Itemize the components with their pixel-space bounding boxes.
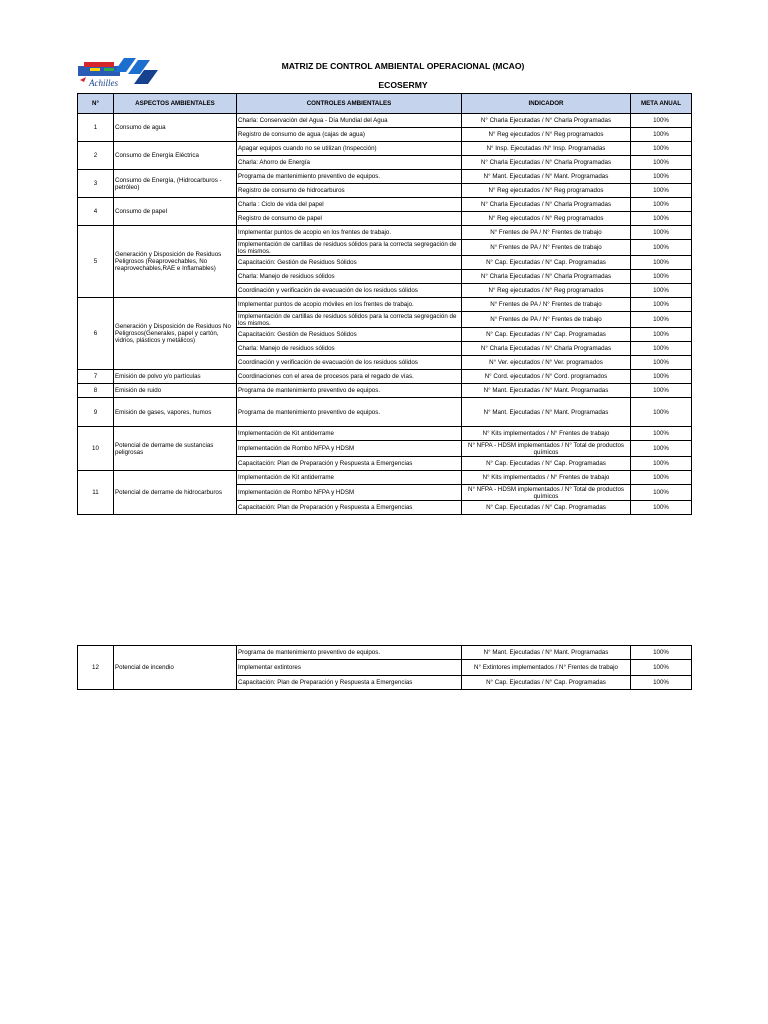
aspect-cell: Emisión de gases, vapores, humos bbox=[114, 398, 237, 427]
indicator-cell: N° Frentes de PA / N° Frentes de trabajo bbox=[462, 298, 631, 312]
row-number: 10 bbox=[78, 427, 114, 471]
row-number: 2 bbox=[78, 142, 114, 170]
row-number: 3 bbox=[78, 170, 114, 198]
control-cell: Capacitación: Plan de Preparación y Respuesta a Emergencias bbox=[237, 501, 462, 515]
aspect-cell: Generación y Disposición de Residuos Peligrosos (Reaprovechables, No reaprovechables,RAE e Inflamables) bbox=[114, 226, 237, 298]
goal-cell: 100% bbox=[631, 370, 692, 384]
goal-cell: 100% bbox=[631, 676, 692, 690]
indicator-cell: N° Cap. Ejecutadas / N° Cap. Programadas bbox=[462, 328, 631, 342]
row-number: 12 bbox=[78, 646, 114, 690]
indicator-cell: N° Charla Ejecutadas / N° Charla Programadas bbox=[462, 270, 631, 284]
indicator-cell: N° Frentes de PA / N° Frentes de trabajo bbox=[462, 226, 631, 240]
goal-cell: 100% bbox=[631, 646, 692, 660]
goal-cell: 100% bbox=[631, 270, 692, 284]
indicator-cell: N° Reg ejecutados / N° Reg programados bbox=[462, 128, 631, 142]
column-header-number: N° bbox=[78, 94, 114, 114]
indicator-cell: N° Extintores implementados / N° Frentes de trabajo bbox=[462, 660, 631, 676]
indicator-cell: N° Kits implementados / N° Frentes de trabajo bbox=[462, 427, 631, 441]
control-cell: Implementar puntos de acopio en los frentes de trabajo. bbox=[237, 226, 462, 240]
column-header-goal: META ANUAL bbox=[631, 94, 692, 114]
indicator-cell: N° Cap. Ejecutadas / N° Cap. Programadas bbox=[462, 457, 631, 471]
table-row bbox=[78, 398, 692, 427]
table-row bbox=[78, 471, 692, 485]
indicator-cell: N° Reg ejecutados / N° Reg programados bbox=[462, 284, 631, 298]
control-cell: Programa de mantenimiento preventivo de equipos. bbox=[237, 398, 462, 427]
control-cell: Charla : Ciclo de vida del papel bbox=[237, 198, 462, 212]
control-cell: Charla: Conservación del Agua - Día Mundial del Agua bbox=[237, 114, 462, 128]
table-row bbox=[78, 226, 692, 240]
control-cell: Capacitación: Plan de Preparación y Respuesta a Emergencias bbox=[237, 676, 462, 690]
aspect-cell: Emisión de ruido bbox=[114, 384, 237, 398]
goal-cell: 100% bbox=[631, 184, 692, 198]
table-row bbox=[78, 370, 692, 384]
control-cell: Implementación de Rombo NFPA y HDSM bbox=[237, 485, 462, 501]
control-cell: Capacitación: Gestión de Residuos Sólidos bbox=[237, 328, 462, 342]
control-cell: Charla: Manejo de residuos sólidos bbox=[237, 342, 462, 356]
control-cell: Coordinación y verificación de evacuación de los residuos sólidos bbox=[237, 284, 462, 298]
document-title: MATRIZ DE CONTROL AMBIENTAL OPERACIONAL (MCAO) bbox=[281, 61, 525, 71]
control-cell: Capacitación: Plan de Preparación y Respuesta a Emergencias bbox=[237, 457, 462, 471]
indicator-cell: N° Charla Ejecutadas / N° Charla Programadas bbox=[462, 156, 631, 170]
goal-cell: 100% bbox=[631, 312, 692, 328]
goal-cell: 100% bbox=[631, 298, 692, 312]
logo-text: Achilles bbox=[89, 78, 118, 88]
indicator-cell: N° NFPA - HDSM implementados / N° Total de productos químicos bbox=[462, 441, 631, 457]
goal-cell: 100% bbox=[631, 485, 692, 501]
control-cell: Capacitación: Gestión de Residuos Sólidos bbox=[237, 256, 462, 270]
indicator-cell: N° Cap. Ejecutadas / N° Cap. Programadas bbox=[462, 501, 631, 515]
control-cell: Implementación de cartillas de residuos sólidos para la correcta segregación de los mismos. bbox=[237, 312, 462, 328]
control-cell: Charla: Manejo de residuos sólidos bbox=[237, 270, 462, 284]
goal-cell: 100% bbox=[631, 226, 692, 240]
indicator-cell: N° Mant. Ejecutadas / N° Mant. Programadas bbox=[462, 646, 631, 660]
control-cell: Charla: Ahorro de Energía bbox=[237, 156, 462, 170]
table-row bbox=[78, 198, 692, 212]
control-cell: Coordinación y verificación de evacuación de los residuos sólidos bbox=[237, 356, 462, 370]
row-number: 8 bbox=[78, 384, 114, 398]
goal-cell: 100% bbox=[631, 240, 692, 256]
indicator-cell: N° Insp. Ejecutadas /N° Insp. Programadas bbox=[462, 142, 631, 156]
control-cell: Implementar puntos de acopio móviles en los frentes de trabajo. bbox=[237, 298, 462, 312]
indicator-cell: N° Cap. Ejecutadas / N° Cap. Programadas bbox=[462, 256, 631, 270]
indicator-cell: N° Cap. Ejecutadas / N° Cap. Programadas bbox=[462, 676, 631, 690]
control-cell: Programa de mantenimiento preventivo de equipos. bbox=[237, 170, 462, 184]
goal-cell: 100% bbox=[631, 256, 692, 270]
goal-cell: 100% bbox=[631, 457, 692, 471]
control-cell: Programa de mantenimiento preventivo de equipos. bbox=[237, 646, 462, 660]
control-cell: Coordinaciones con el area de procesos para el regado de vías. bbox=[237, 370, 462, 384]
control-cell: Registro de consumo de papel bbox=[237, 212, 462, 226]
goal-cell: 100% bbox=[631, 356, 692, 370]
goal-cell: 100% bbox=[631, 284, 692, 298]
indicator-cell: N° Charla Ejecutadas / N° Charla Programadas bbox=[462, 198, 631, 212]
goal-cell: 100% bbox=[631, 142, 692, 156]
indicator-cell: N° Mant. Ejecutadas / N° Mant. Programadas bbox=[462, 170, 631, 184]
row-number: 9 bbox=[78, 398, 114, 427]
aspect-cell: Emisión de polvo y/o partículas bbox=[114, 370, 237, 384]
table-body-continuation bbox=[78, 646, 692, 690]
control-cell: Registro de consumo de agua (cajas de agua) bbox=[237, 128, 462, 142]
control-cell: Implementación de Kit antiderrame bbox=[237, 427, 462, 441]
goal-cell: 100% bbox=[631, 128, 692, 142]
matrix-table bbox=[77, 93, 692, 515]
control-cell: Apagar equipos cuando no se utilizan (Inspección) bbox=[237, 142, 462, 156]
indicator-cell: N° Frentes de PA / N° Frentes de trabajo bbox=[462, 240, 631, 256]
aspect-cell: Consumo de Energía, (Hidrocarburos - petróleo) bbox=[114, 170, 237, 198]
table-row bbox=[78, 114, 692, 128]
control-cell: Registro de consumo de hidrocarburos bbox=[237, 184, 462, 198]
indicator-cell: N° Mant. Ejecutadas / N° Mant. Programadas bbox=[462, 384, 631, 398]
control-cell: Implementar extintores bbox=[237, 660, 462, 676]
table-row bbox=[78, 170, 692, 184]
goal-cell: 100% bbox=[631, 384, 692, 398]
aspect-cell: Potencial de derrame de hidrocarburos bbox=[114, 471, 237, 515]
goal-cell: 100% bbox=[631, 471, 692, 485]
document-subtitle: ECOSERMY bbox=[378, 80, 428, 90]
goal-cell: 100% bbox=[631, 170, 692, 184]
matrix-table-continuation bbox=[77, 645, 692, 690]
row-number: 5 bbox=[78, 226, 114, 298]
indicator-cell: N° Frentes de PA / N° Frentes de trabajo bbox=[462, 312, 631, 328]
indicator-cell: N° Charla Ejecutadas / N° Charla Programadas bbox=[462, 342, 631, 356]
aspect-cell: Consumo de agua bbox=[114, 114, 237, 142]
control-cell: Implementación de Rombo NFPA y HDSM bbox=[237, 441, 462, 457]
indicator-cell: N° NFPA - HDSM implementados / N° Total de productos químicos bbox=[462, 485, 631, 501]
table-row bbox=[78, 298, 692, 312]
table-header-row bbox=[78, 94, 692, 114]
indicator-cell: N° Charla Ejecutadas / N° Charla Programadas bbox=[462, 114, 631, 128]
row-number: 7 bbox=[78, 370, 114, 384]
aspect-cell: Potencial de incendio bbox=[114, 646, 237, 690]
column-header-control: CONTROLES AMBIENTALES bbox=[237, 94, 462, 114]
indicator-cell: N° Reg ejecutados / N° Reg programados bbox=[462, 184, 631, 198]
table-row bbox=[78, 384, 692, 398]
indicator-cell: N° Kits implementados / N° Frentes de trabajo bbox=[462, 471, 631, 485]
control-cell: Programa de mantenimiento preventivo de equipos. bbox=[237, 384, 462, 398]
table-body bbox=[78, 114, 692, 515]
goal-cell: 100% bbox=[631, 441, 692, 457]
goal-cell: 100% bbox=[631, 156, 692, 170]
table-row bbox=[78, 427, 692, 441]
aspect-cell: Potencial de derrame de sustancias peligrosas bbox=[114, 427, 237, 471]
goal-cell: 100% bbox=[631, 427, 692, 441]
indicator-cell: N° Reg ejecutados / N° Reg programados bbox=[462, 212, 631, 226]
column-header-aspect: ASPECTOS AMBIENTALES bbox=[114, 94, 237, 114]
table-row bbox=[78, 142, 692, 156]
column-header-indicator: INDICADOR bbox=[462, 94, 631, 114]
aspect-cell: Consumo de Energía Eléctrica bbox=[114, 142, 237, 170]
aspect-cell: Generación y Disposición de Residuos No Peligrosos(Generales, papel y cartón, vidrios, plásticos y metálicos) bbox=[114, 298, 237, 370]
goal-cell: 100% bbox=[631, 114, 692, 128]
row-number: 11 bbox=[78, 471, 114, 515]
goal-cell: 100% bbox=[631, 398, 692, 427]
row-number: 4 bbox=[78, 198, 114, 226]
goal-cell: 100% bbox=[631, 342, 692, 356]
goal-cell: 100% bbox=[631, 660, 692, 676]
indicator-cell: N° Mant. Ejecutadas / N° Mant. Programadas bbox=[462, 398, 631, 427]
goal-cell: 100% bbox=[631, 198, 692, 212]
goal-cell: 100% bbox=[631, 328, 692, 342]
control-cell: Implementación de Kit antiderrame bbox=[237, 471, 462, 485]
control-cell: Implementación de cartillas de residuos sólidos para la correcta segregación de los mismos. bbox=[237, 240, 462, 256]
table-row bbox=[78, 646, 692, 660]
row-number: 1 bbox=[78, 114, 114, 142]
indicator-cell: N° Cord. ejecutados / N° Cord. programados bbox=[462, 370, 631, 384]
goal-cell: 100% bbox=[631, 212, 692, 226]
aspect-cell: Consumo de papel bbox=[114, 198, 237, 226]
row-number: 6 bbox=[78, 298, 114, 370]
indicator-cell: N° Ver. ejecutados / N° Ver. programados bbox=[462, 356, 631, 370]
goal-cell: 100% bbox=[631, 501, 692, 515]
